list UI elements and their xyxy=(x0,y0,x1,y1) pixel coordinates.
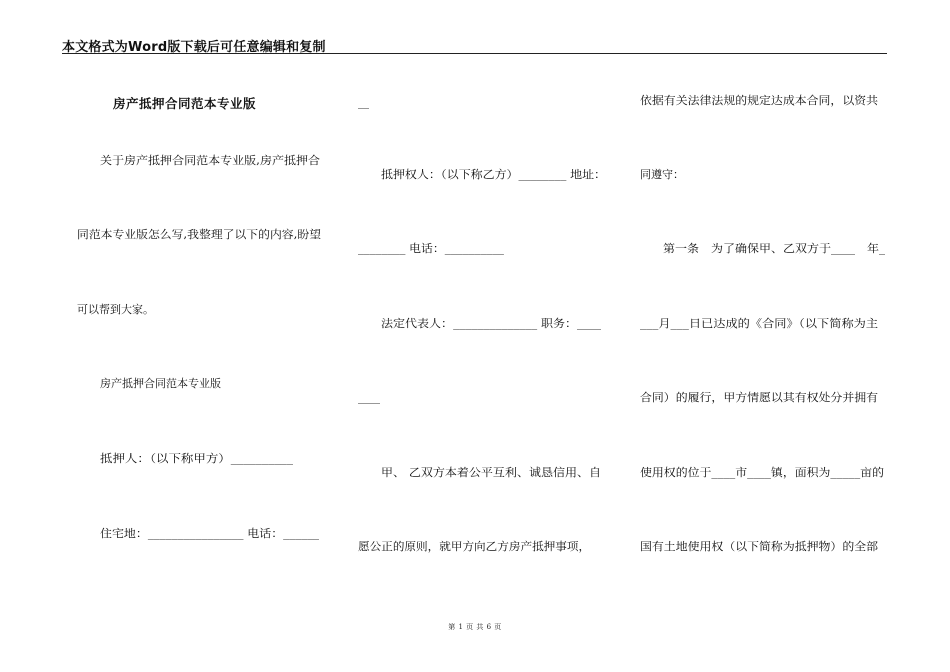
paragraph-line: ________ 电话：__________ xyxy=(358,242,504,255)
paragraph-line: 法定代表人：______________ 职务：____ xyxy=(381,317,602,330)
paragraph-line: 房产抵押合同范本专业版 xyxy=(100,377,221,390)
paragraph-line: 抵押权人：（以下称乙方）________ 地址： xyxy=(381,168,607,181)
paragraph-line: 抵押人：（以下称甲方）__________ xyxy=(100,452,294,465)
page-number-footer: 第 1 页 共 6 页 xyxy=(448,623,502,631)
paragraph-line: 第一条 为了确保甲、乙双方于____ 年_ xyxy=(663,242,886,255)
paragraph-line: 住宅地：________________ 电话：______ xyxy=(100,527,320,540)
document-title: 房产抵押合同范本专业版 xyxy=(113,96,257,111)
paragraph-line: 同范本专业版怎么写,我整理了以下的内容,盼望 xyxy=(77,228,322,241)
paragraph-line: 国有土地使用权（以下简称为抵押物）的全部 xyxy=(640,540,879,553)
paragraph-line: 愿公正的原则，就甲方向乙方房产抵押事项， xyxy=(358,540,591,553)
paragraph-line: 关于房产抵押合同范本专业版,房产抵押合 xyxy=(100,154,321,167)
header-title: 本文格式为Word版下载后可任意编辑和复制 xyxy=(62,40,326,55)
paragraph-line: 甲、 乙双方本着公平互利、诚恳信用、自 xyxy=(381,466,602,479)
paragraph-line: ____ xyxy=(358,391,380,404)
paragraph-line: 使用权的位于____市____镇，面积为_____亩的 xyxy=(640,466,884,479)
paragraph-line: 依据有关法律法规的规定达成本合同，以资共 xyxy=(640,94,879,107)
paragraph-line: __ xyxy=(358,96,369,109)
paragraph-line: 合同）的履行，甲方情愿以其有权处分并拥有 xyxy=(640,391,879,404)
paragraph-line: ___月___日已达成的《合同》（以下简称为主 xyxy=(640,317,879,330)
paragraph-line: 可以帮到大家。 xyxy=(77,303,154,316)
paragraph-line: 同遵守： xyxy=(640,168,684,181)
